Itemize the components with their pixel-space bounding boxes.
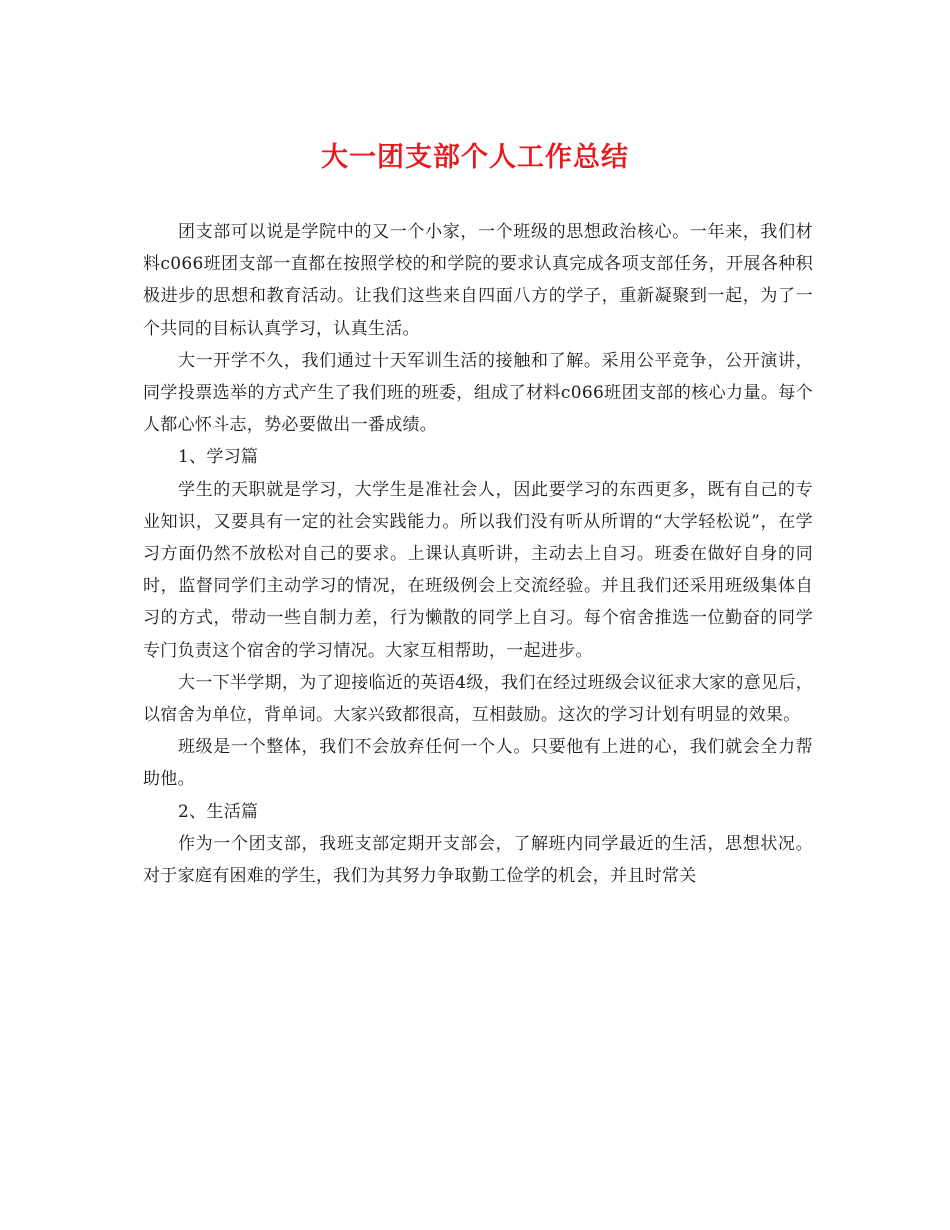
paragraph-study: 学生的天职就是学习，大学生是准社会人，因此要学习的东西更多，既有自己的专业知识，又要具有一定的社会实践能力。所以我们没有听从所谓的“大学轻松说”，在学习方面仍然不放松对自己的要求。上课认真听讲，主动去上自习。班委在做好自身的同时，监督同学们主动学习的情况，在班级例会上交流经验。并且我们还采用班级集体自习的方式，带动一些自制力差，行为懒散的同学上自习。每个宿舍推选一位勤奋的同学专门负责这个宿舍的学习情况。大家互相帮助，一起进步。: [143, 479, 813, 661]
paragraph-class-whole: 班级是一个整体，我们不会放弃任何一个人。只要他有上进的心，我们就会全力帮助他。: [143, 737, 813, 790]
paragraph-life: 作为一个团支部，我班支部定期开支部会，了解班内同学最近的生活，思想状况。对于家庭有困难的学生，我们为其努力争取勤工俭学的机会，并且时常关: [143, 833, 813, 887]
paragraph-english-exam: 大一下半学期，为了迎接临近的英语4级，我们在经过班级会议征求大家的意见后，以宿舍为单位，背单词。大家兴致都很高，互相鼓励。这次的学习计划有明显的效果。: [143, 672, 813, 726]
section-heading-life: 2、生活篇: [178, 801, 259, 822]
paragraph-election: 大一开学不久，我们通过十天军训生活的接触和了解。采用公平竞争，公开演讲，同学投票选举的方式产生了我们班的班委，组成了材料c066班团支部的核心力量。每个人都心怀斗志，势必要做出一番成绩。: [143, 350, 813, 436]
document-body: [143, 216, 813, 892]
section-heading-study: 1、学习篇: [178, 447, 259, 468]
paragraph-intro: 团支部可以说是学院中的又一个小家，一个班级的思想政治核心。一年来，我们材料c066班团支部一直都在按照学校的和学院的要求认真完成各项支部任务，开展各种积极进步的思想和教育活动。让我们这些来自四面八方的学子，重新凝聚到一起，为了一个共同的目标认真学习，认真生活。: [143, 222, 813, 339]
document-title: 大一团支部个人工作总结: [321, 142, 629, 173]
